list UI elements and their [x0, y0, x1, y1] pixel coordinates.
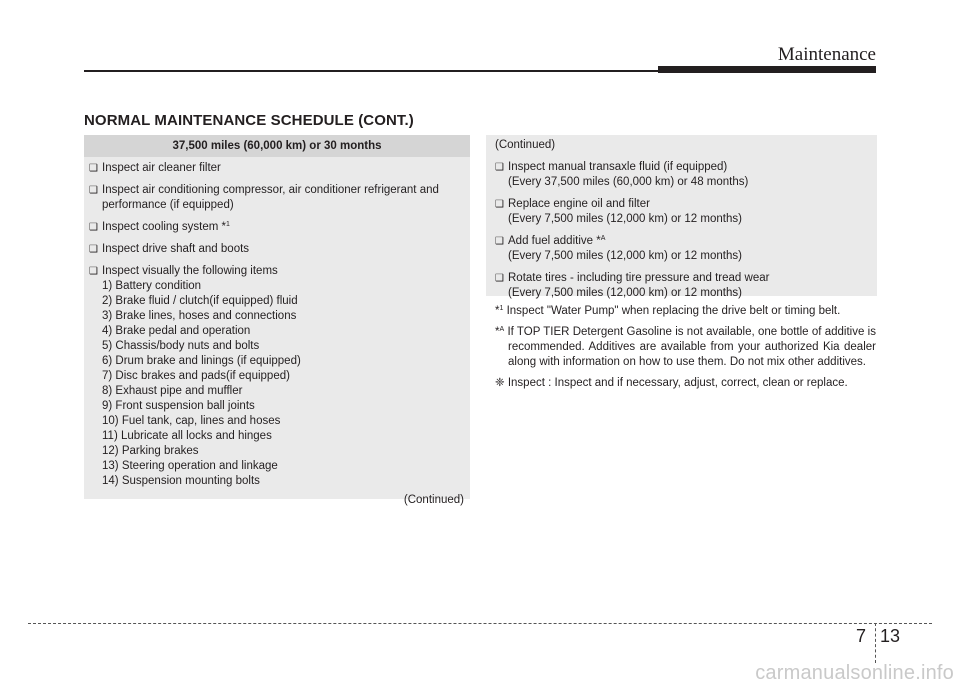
checklist-text: Inspect cooling system *: [102, 221, 227, 233]
page-number: 13: [880, 626, 901, 646]
checklist-line: [495, 160, 871, 175]
footnotes: [495, 304, 876, 391]
checklist-item: [89, 220, 464, 235]
footnote-water-pump: [495, 304, 876, 319]
checklist-text-cont: (Every 7,500 miles (12,000 km) or 12 months): [508, 287, 742, 299]
checkbox-icon: ❑: [89, 266, 98, 277]
checklist-text: Rotate tires - including tire pressure and tread wear: [508, 272, 770, 284]
checklist-line: [89, 161, 464, 176]
sublist-item: 7) Disc brakes and pads(if equipped): [102, 370, 290, 382]
sublist-item: 3) Brake lines, hoses and connections: [102, 310, 297, 322]
footnote-marker: 1: [499, 305, 504, 312]
checklist-line: [89, 183, 464, 198]
checklist-text: Inspect air conditioning compressor, air conditioner refrigerant and: [102, 184, 439, 196]
maintenance-panel-left: [84, 135, 470, 506]
checklist-item: [495, 197, 871, 227]
sublist-item: 5) Chassis/body nuts and bolts: [102, 340, 260, 352]
checklist-text: Inspect visually the following items: [102, 265, 278, 277]
checklist-line: [89, 264, 464, 279]
page-header-title: Maintenance: [777, 44, 876, 65]
checklist-line: [89, 242, 464, 257]
footnote-text: If TOP TIER Detergent Gasoline is not available, one bottle of additive is recommended. Additives are available from your authorized Kia dealer along with information on how to use them. Do not mix other additives.: [507, 326, 876, 368]
sublist-item: 14) Suspension mounting bolts: [102, 475, 260, 487]
continued-label: (Continued): [403, 494, 464, 506]
checkbox-icon: ❑: [89, 185, 98, 196]
checklist-item: [89, 242, 464, 257]
sublist-item: 10) Fuel tank, cap, lines and hoses: [102, 415, 281, 427]
checklist-line: [495, 234, 871, 249]
checklist-text: Inspect air cleaner filter: [102, 162, 221, 174]
footnote-text: Inspect "Water Pump" when replacing the drive belt or timing belt.: [506, 305, 841, 317]
footnote-hang: [495, 325, 876, 370]
sublist-item: 1) Battery condition: [102, 280, 202, 292]
sublist-item: 11) Lubricate all locks and hinges: [102, 430, 272, 442]
checkbox-icon: ❑: [495, 236, 504, 247]
checklist-text-cont: (Every 7,500 miles (12,000 km) or 12 months): [508, 213, 742, 225]
checklist-text: Inspect drive shaft and boots: [102, 243, 250, 255]
sublist-item: 12) Parking brakes: [102, 445, 199, 457]
footnote-fuel-additive: [495, 325, 876, 370]
checklist-text-cont: (Every 37,500 miles (60,000 km) or 48 months): [508, 176, 749, 188]
checkbox-icon: ❑: [89, 244, 98, 255]
footnote-mark: *: [495, 305, 500, 317]
panel-body: [486, 135, 877, 301]
checklist-item: [495, 271, 871, 301]
inspection-sublist: [89, 279, 464, 489]
checklist-item: [495, 234, 871, 264]
checklist-text: Inspect manual transaxle fluid (if equipped): [508, 161, 728, 173]
continued-label: (Continued): [495, 139, 556, 151]
chapter-number: 7: [856, 626, 867, 646]
footnote-text: Inspect : Inspect and if necessary, adjust, correct, clean or replace.: [507, 377, 848, 389]
footnote-marker: 1: [226, 221, 230, 228]
footer-dashed-rule: [28, 623, 932, 624]
section-title: NORMAL MAINTENANCE SCHEDULE (CONT.): [84, 112, 414, 129]
checklist-line: [495, 197, 871, 212]
checklist-text: Replace engine oil and filter: [508, 198, 650, 210]
footer-dashed-divider: [875, 623, 876, 663]
header-rule-thick: [658, 66, 876, 73]
checklist-line: [89, 220, 464, 235]
panel-body: [84, 157, 470, 508]
footnote-mark: *: [495, 326, 500, 338]
watermark: carmanualsonline.info: [755, 662, 954, 684]
checklist-text: Add fuel additive *: [508, 235, 601, 247]
checklist-item: [89, 183, 464, 213]
checkbox-icon: ❑: [495, 199, 504, 210]
sublist-item: 8) Exhaust pipe and muffler: [102, 385, 243, 397]
sublist-item: 2) Brake fluid / clutch(if equipped) fluid: [102, 295, 298, 307]
checklist-item: [495, 160, 871, 190]
checkbox-icon: ❑: [495, 273, 504, 284]
checklist-text-cont: (Every 7,500 miles (12,000 km) or 12 months): [508, 250, 742, 262]
checkbox-icon: ❑: [89, 163, 98, 174]
sublist-item: 6) Drum brake and linings (if equipped): [102, 355, 301, 367]
maintenance-panel-right: [486, 135, 877, 299]
footnote-marker: A: [499, 326, 505, 333]
sublist-item: 13) Steering operation and linkage: [102, 460, 278, 472]
sublist-item: 4) Brake pedal and operation: [102, 325, 251, 337]
footnote-inspect-definition: [495, 376, 876, 391]
checkbox-icon: ❑: [89, 222, 98, 233]
checklist-item: [89, 161, 464, 176]
header-rule-thin: [84, 70, 664, 72]
checklist-item: [89, 264, 464, 489]
panel-heading: 37,500 miles (60,000 km) or 30 months: [84, 135, 470, 157]
checklist-text-cont: performance (if equipped): [102, 199, 234, 211]
footnote-marker: A: [600, 235, 606, 242]
sublist-item: 9) Front suspension ball joints: [102, 400, 255, 412]
checklist-line: [495, 271, 871, 286]
inspect-symbol-icon: ❈: [495, 377, 505, 389]
checkbox-icon: ❑: [495, 162, 504, 173]
